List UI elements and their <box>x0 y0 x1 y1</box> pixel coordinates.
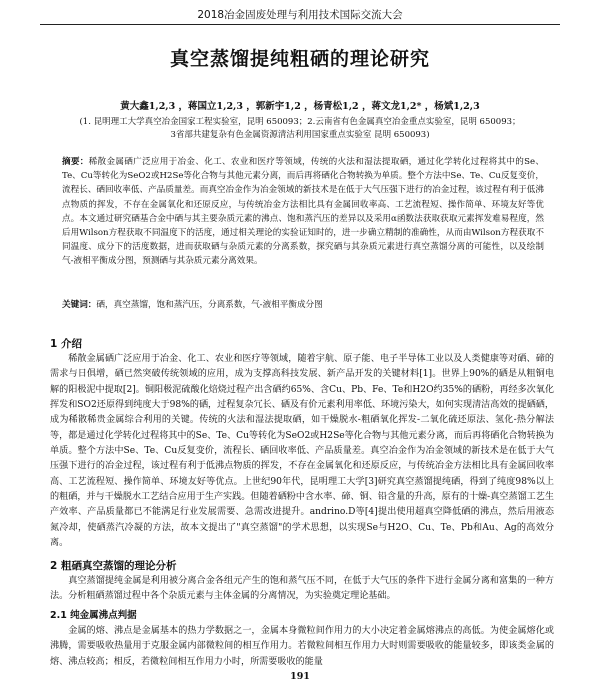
affiliation-line-1: (1. 昆明理工大学真空冶金国家工程实验室，昆明 650093；2.云南省有色金属真空冶金重点实验室，昆明 650093； <box>79 117 521 127</box>
section-heading-theory: 2 粗硒真空蒸馏的理论分析 <box>50 560 177 572</box>
theory-paragraph: 真空蒸馏提纯金属是利用被分离合金各组元产生的饱和蒸气压不同，在低于大气压的条件下进行金属分离和富集的一种方法。分析粗硒蒸馏过程中各个杂质元素与主体金属的分离情况，为实验奠定理论基础。 <box>50 576 554 602</box>
abstract-text: 稀散金属硒广泛应用于冶金、化工、农业和医疗等领域，传统的火法和湿法提取硒，通过化学转化过程将其中的Se、Te、Cu等转化为SeO2或H2Se等化合物与其他元素分离，而后再将硒化合物转换为单质。整个方法中Se、Te、Cu反复变价，流程长、硒回收率低、产品质量差。而真空冶金作为冶金领域的新技术是在低于大气压强下进行的冶金过程，该过程有利于低沸点物质的挥发，不存在金属氧化和还原反应，与传统冶金方法相比具有金属回收率高、工艺流程短、操作简单、环境友好等优点。本文通过研究硒基合金中硒与其主要杂质元素的沸点、饱和蒸汽压的差异以及采用α函数法获取获取元素挥发难易程度，然后用Wilson方程获取不同温度下的活度，通过相关理论的实验证知时的，进一步确立精制的准确性，从而由Wilson方程获取不同温度、成分下的活度数据，进而获取硒与杂质元素的分离系数，探究硒与其杂质元素进行真空蒸馏分离的可能性，以及绘制气-液相平衡成分图，预测硒与其杂质元素分离效果。 <box>62 157 544 267</box>
abstract-label: 摘要： <box>62 157 89 167</box>
abstract <box>62 155 544 269</box>
boiling-point-paragraph: 金属的熔、沸点是金属基本的热力学数据之一，金属本身微粒间作用力的大小决定着金属熔沸点的高低。为使金属熔化或沸腾，需要吸收热量用于克服金属内部微粒间的相互作用力。若微粒间相互作用力大时则需要吸收的能量较多，即该类金属的熔、沸点较高；相反，若微粒间相互作用力小时，所需要吸收的能量 <box>50 626 554 667</box>
intro-paragraph: 稀散金属硒广泛应用于冶金、化工、农业和医疗等领域，随着宇航、原子能、电子半导体工业以及人类健康等对硒、碲的需求与日俱增，硒已然突破传统领域的应用，成为支撑高科技发展、新产品开发的关键材料[1]。世界上90%的硒是从粗铜电解的阳极泥中提取[2]。铜阳极泥硫酸化焙烧过程产出含硒约65%、含Cu、Pb、Fe、Te和H2O约35%的硒粉，再经多次氧化挥发和SO2还原得到纯度大于98%的硒，过程复杂冗长、硒及有价元素利用率低、环境污染大，如何实现清洁高效的提硒硒，成为稀散稀贵金属综合利用的关键。传统的火法和湿法提取硒，如干燥脱水-粗硒氧化挥发-二氧化硫还原法、氢化-热分解法等，都是通过化学转化过程将其中的Se、Te、Cu等转化为SeO2或H2Se等化合物与其他元素分离，而后再将硒化合物转换为单质。整个方法中Se、Te、Cu反复变价，流程长、硒回收率低、产品质量差。真空冶金作为冶金领域的新技术是在低于大气压强下进行的冶金过程，该过程有利于低沸点物质的挥发，不存在金属氧化和还原反应，与传统冶金方法相比具有金属回收率高、工艺流程短、操作简单、环境友好等优点。上世纪90年代，昆明理工大学[3]研究真空蒸馏提纯硒，得到了纯度98%以上的粗硒，并与干燥脱水工艺结合应用于生产实践。但随着硒粉中含水率、碲、铜、铅含量的升高，原有的十燥-真空蒸馏工艺生产效率、产品质量都已不能满足行业发展需要、急需改进提升。andrino.D等[4]提出使用超真空降低硒的沸点，然后用液态氮冷却，使硒蒸汽冷凝的方法，故本文提出了"真空蒸馏"的学术思想，以实现Se与H2O、Cu、Te、Pb和Au、Ag的高效分离。 <box>50 354 554 549</box>
affiliation-line-2: 3省部共建复杂有色金属资源清洁利用国家重点实验室 昆明 650093) <box>170 130 430 140</box>
page-number: 191 <box>290 671 310 682</box>
keywords <box>62 298 544 312</box>
running-header: 2018冶金固废处理与利用技术国际交流大会 <box>40 6 560 25</box>
subsection-heading-boiling-point: 2.1 纯金属沸点判据 <box>50 610 137 621</box>
paper-title: 真空蒸馏提纯粗硒的理论研究 <box>169 48 430 70</box>
author-list: 黄大鑫1,2,3 ，蒋国立1,2,3 ，郭新宇1,2 ，杨青松1,2 ，蒋文龙1,2* ，杨斌1,2,3 <box>120 101 480 112</box>
section-heading-intro: 1 介绍 <box>50 338 82 350</box>
keywords-text: 硒，真空蒸馏，饱和蒸汽压，分离系数，气-液相平衡成分图 <box>96 300 323 310</box>
keywords-label: 关键词： <box>62 300 97 310</box>
